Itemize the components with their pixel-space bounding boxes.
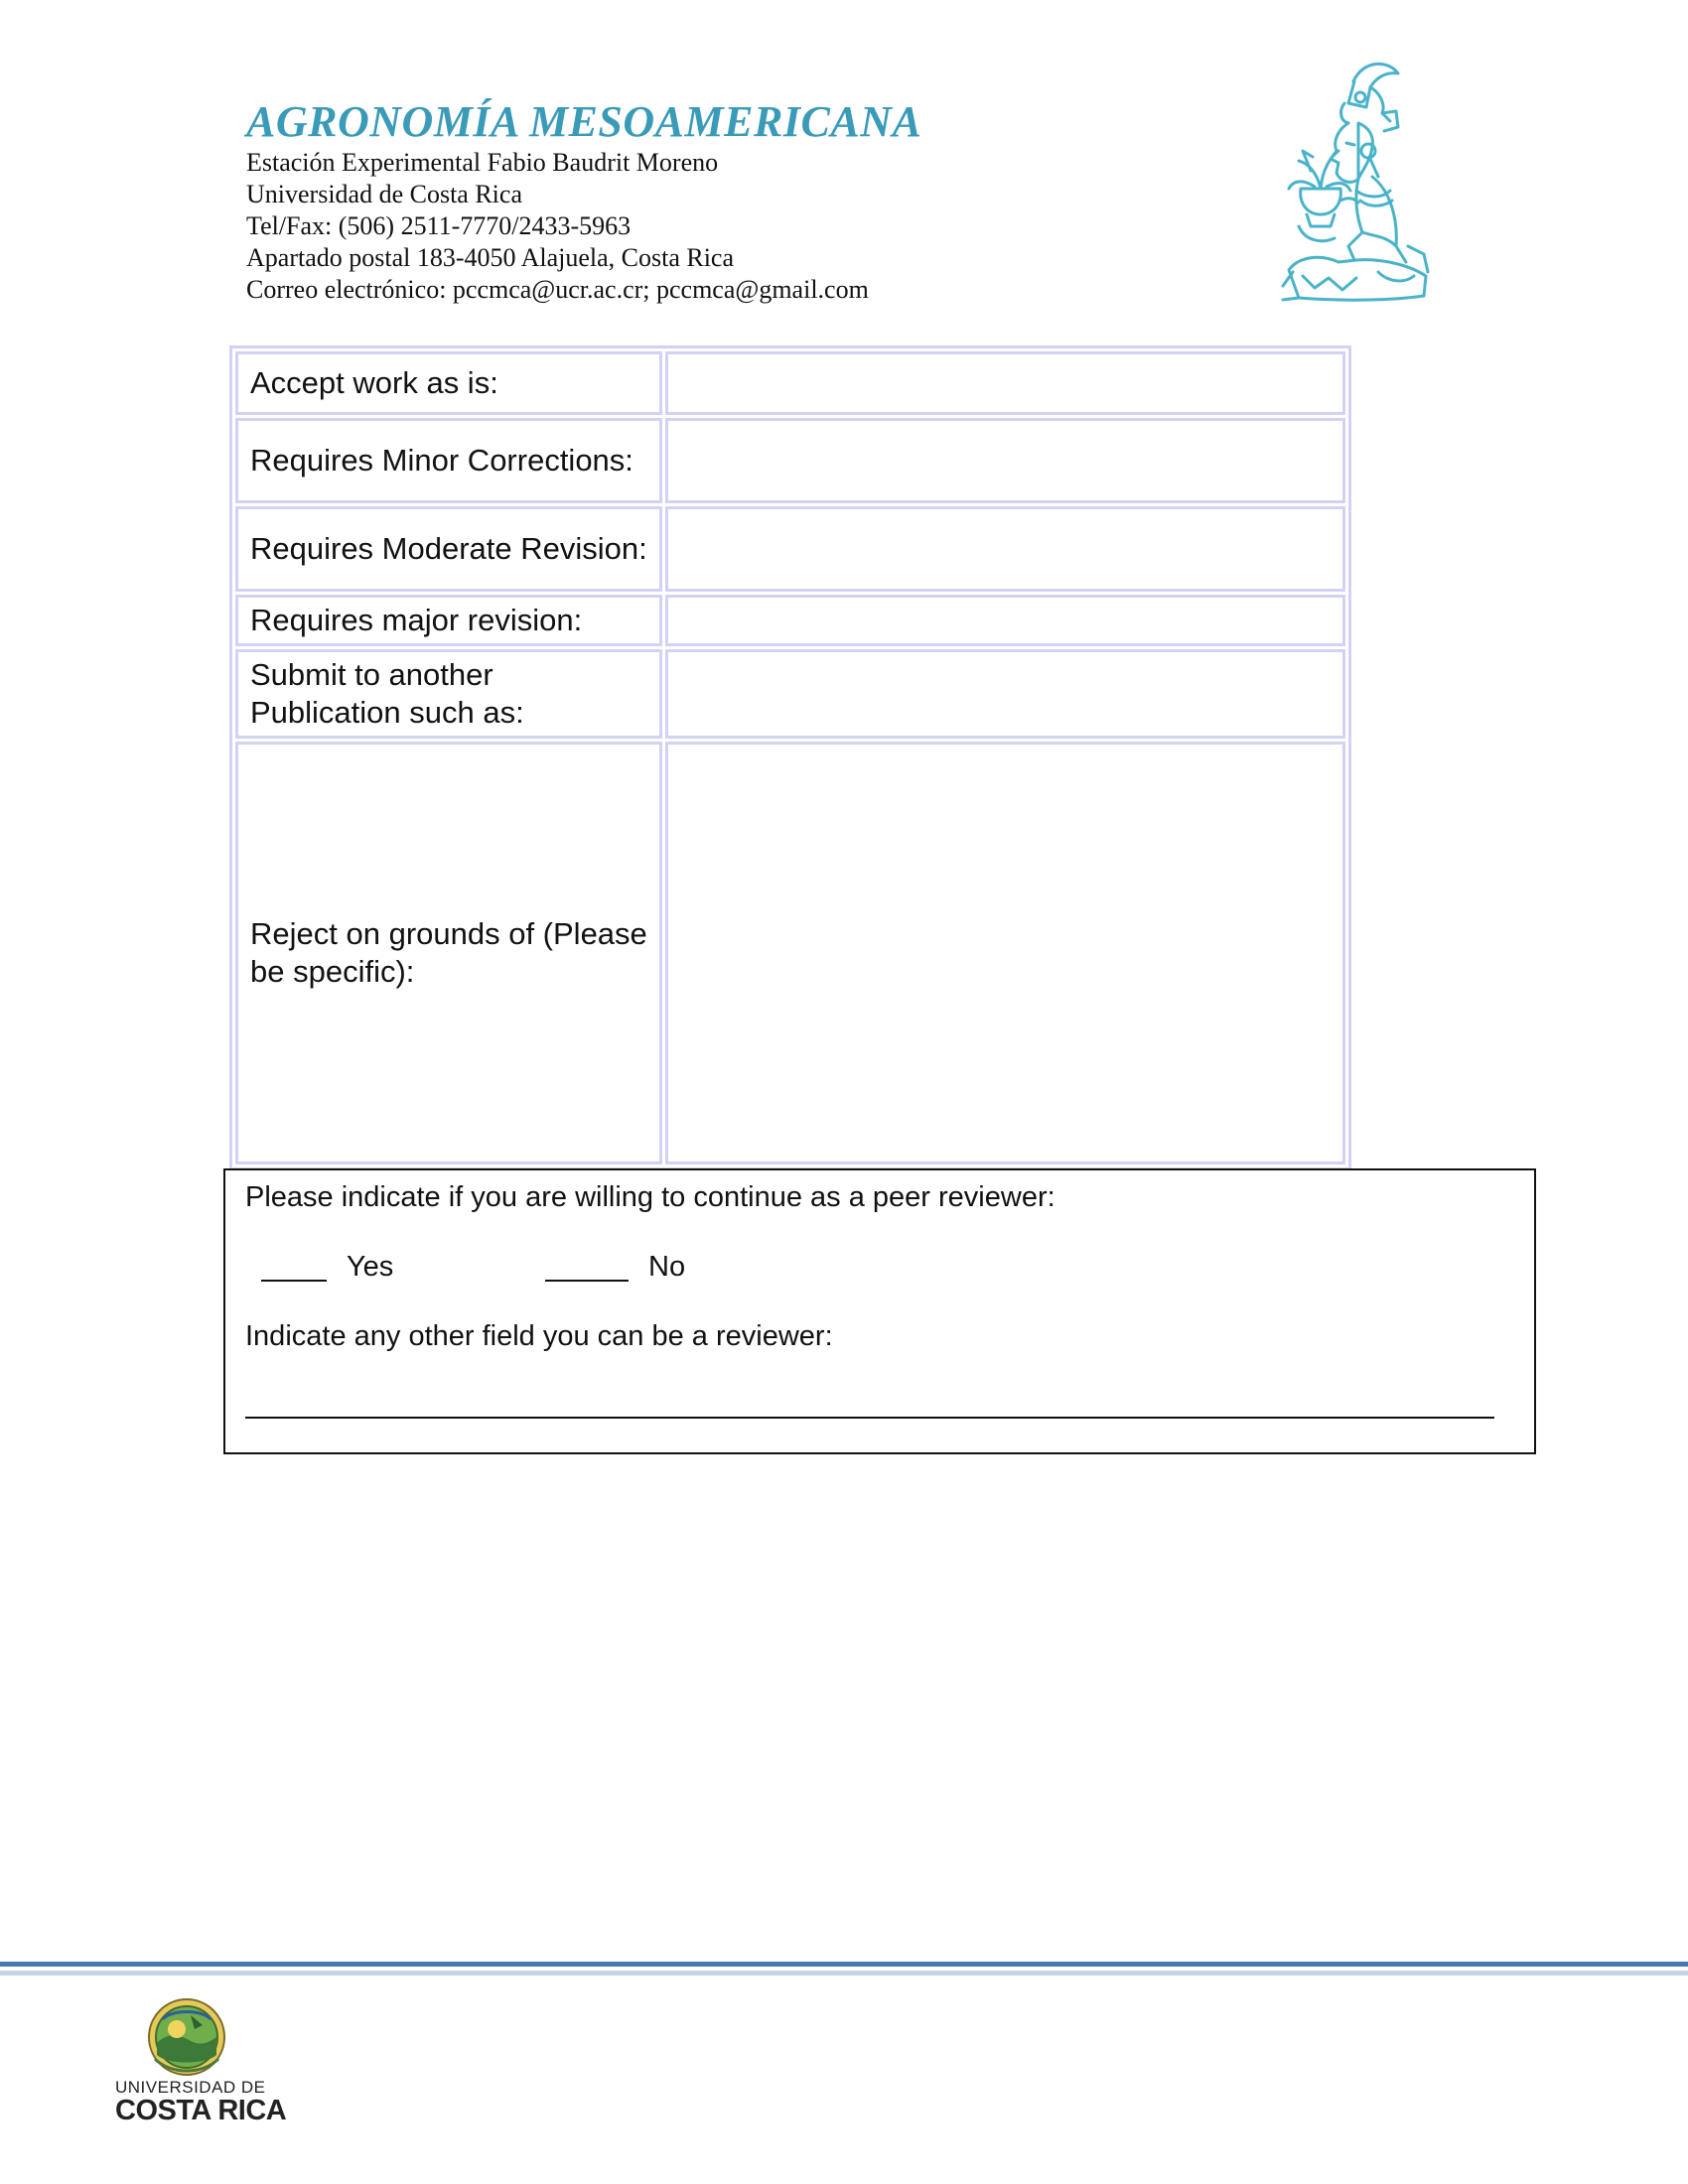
letterhead bbox=[246, 97, 1041, 306]
other-field-question: Indicate any other field you can be a reviewer: bbox=[245, 1320, 833, 1352]
decision-field-moderate[interactable] bbox=[665, 506, 1345, 592]
yes-label: Yes bbox=[347, 1251, 394, 1283]
decision-label-major: Requires major revision: bbox=[235, 595, 662, 646]
table-row bbox=[235, 351, 1345, 415]
reviewer-continuation-box bbox=[223, 1168, 1536, 1454]
decision-label-moderate: Requires Moderate Revision: bbox=[235, 506, 662, 592]
no-label: No bbox=[648, 1251, 686, 1283]
decision-field-other-publication[interactable] bbox=[665, 649, 1345, 739]
ucr-logo-text-big: COSTA RICA bbox=[115, 2095, 287, 2126]
postal-address: Apartado postal 183-4050 Alajuela, Costa Rica bbox=[246, 243, 735, 272]
table-row bbox=[235, 742, 1345, 1164]
table-row bbox=[235, 418, 1345, 503]
review-decision-table bbox=[229, 345, 1351, 1170]
university-name: Universidad de Costa Rica bbox=[246, 180, 522, 208]
continue-reviewer-question: Please indicate if you are willing to continue as a peer reviewer: bbox=[245, 1181, 1055, 1213]
table-row bbox=[235, 506, 1345, 592]
journal-title: AGRONOMÍA MESOAMERICANA bbox=[246, 97, 922, 146]
decision-field-major[interactable] bbox=[665, 595, 1345, 646]
decision-label-other-publication: Submit to another Publication such as: bbox=[235, 649, 662, 739]
no-blank[interactable] bbox=[545, 1280, 629, 1282]
ucr-logo-text-small: UNIVERSIDAD DE bbox=[115, 2078, 266, 2097]
yes-blank[interactable] bbox=[261, 1280, 327, 1282]
decision-label-accept: Accept work as is: bbox=[235, 351, 662, 415]
table-row bbox=[235, 595, 1345, 646]
mayan-figure-icon bbox=[1259, 52, 1438, 330]
phone-fax: Tel/Fax: (506) 2511-7770/2433-5963 bbox=[246, 211, 632, 240]
station-name: Estación Experimental Fabio Baudrit Moreno bbox=[246, 148, 719, 177]
table-row bbox=[235, 649, 1345, 739]
email-address: Correo electrónico: pccmca@ucr.ac.cr; pccmca@gmail.com bbox=[246, 275, 869, 304]
decision-label-reject: Reject on grounds of (Please be specific): bbox=[235, 742, 662, 1164]
other-field-input-line[interactable] bbox=[245, 1417, 1494, 1419]
decision-field-minor[interactable] bbox=[665, 418, 1345, 503]
decision-label-minor: Requires Minor Corrections: bbox=[235, 418, 662, 503]
footer-divider bbox=[0, 1962, 1688, 1967]
decision-field-reject[interactable] bbox=[665, 742, 1345, 1164]
decision-field-accept[interactable] bbox=[665, 351, 1345, 415]
footer-divider-light bbox=[0, 1971, 1688, 1976]
